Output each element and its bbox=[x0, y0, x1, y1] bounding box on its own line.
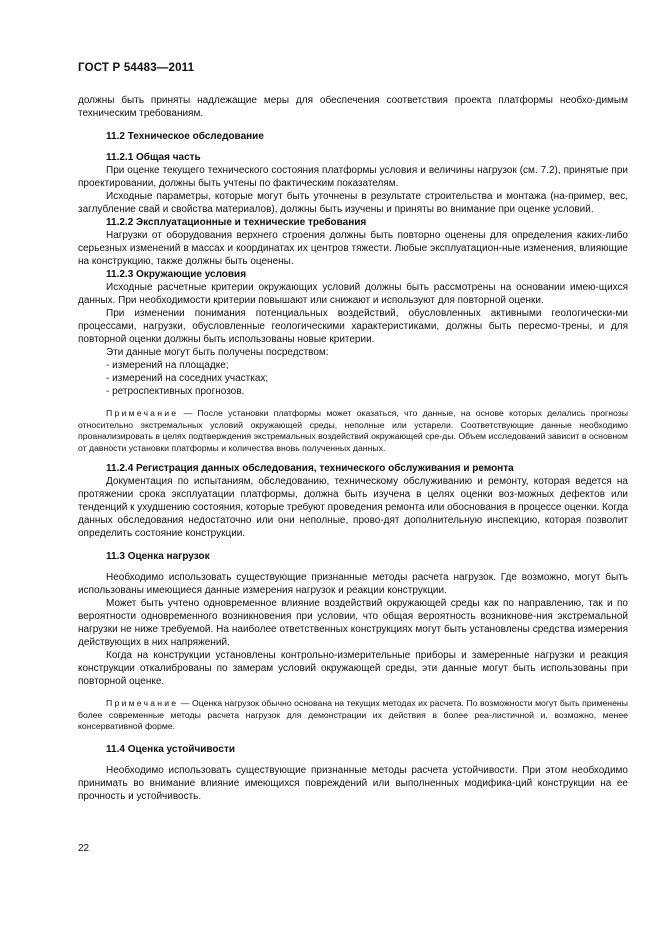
note-text: Оценка нагрузок обычно основана на текущих методах их расчета. По возможности могут быть применены более современные методы расчета нагрузок для демонстрации их действия в более реа-листичной и, возможно, менее консервативной форме. bbox=[78, 698, 628, 731]
section-heading-11-4: 11.4 Оценка устойчивости bbox=[106, 743, 236, 755]
paragraph: При изменении понимания потенциальных воздействий, обусловленных активными геологически-ми процессами, нагрузки, обусловленные геологическими характеристиками, должны быть пересмо-трены, и для повторной оценки должны быть использованы новые критерии. bbox=[78, 308, 628, 345]
paragraph: Нагрузки от оборудования верхнего строения должны быть повторно оценены для определения каких-либо серьезных изменений в массах и координатах их центров тяжести. Любые эксплуатацион-ные изменения, влияющие на конструкцию, также должны быть оценены. bbox=[78, 230, 628, 267]
subsection-heading-11-2-3: 11.2.3 Окружающие условия bbox=[106, 269, 247, 280]
section-heading-11-2: 11.2 Техническое обследование bbox=[106, 131, 264, 142]
list-item: - измерений на площадке; bbox=[106, 360, 229, 371]
paragraph: Может быть учтено одновременное влияние воздействий окружающей среды как по направлению, так и по вероятности одновременного возникновения при условии, что общая вероятность возникнове-ния экстремальной нагрузки не ниже требуемой. На наиболее ответственных конструкциях могут быть установлены средства измерения действующих в них напряжений. bbox=[78, 598, 628, 648]
paragraph: должны быть приняты надлежащие меры для обеспечения соответствия проекта платформы необхо-димым техническим требованиям. bbox=[78, 95, 628, 119]
paragraph: При оценке текущего технического состояния платформы условия и величины нагрузок (см. 7.2), принятые при проектировании, должны быть учтены по фактическим показателям. bbox=[78, 165, 628, 189]
page-number: 22 bbox=[78, 843, 90, 854]
note-label: Примечание bbox=[106, 698, 179, 708]
note-label: Примечание bbox=[106, 408, 179, 418]
note-dash: — bbox=[180, 698, 190, 708]
subsection-heading-11-2-2: 11.2.2 Эксплуатационные и технические требования bbox=[106, 217, 367, 228]
paragraph: Исходные параметры, которые могут быть уточнены в результате строительства и монтажа (на-пример, вес, заглубление свай и свойства материалов), должны быть изучены и приняты во внимание при оценке условий. bbox=[78, 191, 628, 215]
paragraph: Эти данные могут быть получены посредством: bbox=[106, 347, 329, 358]
subsection-heading-11-2-1: 11.2.1 Общая часть bbox=[106, 152, 201, 163]
paragraph: Необходимо использовать существующие признанные методы расчета нагрузок. Где возможно, могут быть использованы имеющиеся данные измерения нагрузок и реакции конструкции. bbox=[78, 572, 628, 596]
note-paragraph bbox=[78, 408, 628, 454]
subsection-heading-11-2-4: 11.2.4 Регистрация данных обследования, технического обслуживания и ремонта bbox=[106, 463, 514, 474]
paragraph: Исходные расчетные критерии окружающих условий должны быть рассмотрены на основании имею-щихся данных. При необходимости критерии повышают или снижают и используют для повторной оценки. bbox=[78, 282, 628, 306]
paragraph: Документация по испытаниям, обследованию, техническому обслуживанию и ремонту, которая ведется на протяжении срока эксплуатации платформы, должна быть изучена в целях оценки воз-можных дефектов или тенденций к ухудшению состояния, которые требуют проведения ремонта или обоснования в процессе оценки. Когда данных обследования недостаточно или они неполные, прово-дят дополнительную инспекцию, которая позволит определить состояние конструкции. bbox=[78, 476, 629, 539]
paragraph: Необходимо использовать существующие признанные методы расчета устойчивости. При этом необходимо принимать во внимание влияние имеющихся повреждений или выполненных модифика-ций конструкции на ее прочность и устойчивость. bbox=[78, 764, 628, 802]
list-item: - ретроспективных прогнозов. bbox=[106, 386, 245, 397]
note-dash: — bbox=[183, 408, 193, 418]
note-text: После установки платформы может оказаться, что данные, на основе которых делались прогнозы относительно экстремальных условий окружающей среды, неполные или устарели. Соответствующие данные необходимо проанализировать в целях подтверждения экстремальных воздействий окружающей сре-ды. Объем исследований зависит в основном от давности установки платформы и количества вновь полученных данных. bbox=[78, 408, 628, 453]
note-paragraph bbox=[78, 698, 628, 733]
list-item: - измерений на соседних участках; bbox=[106, 373, 269, 384]
document-header: ГОСТ Р 54483—2011 bbox=[78, 62, 195, 74]
document-body bbox=[78, 94, 628, 803]
paragraph: Когда на конструкции установлены контрольно-измерительные приборы и замеренные нагрузки и реакция конструкции откалиброваны по замерам условий окружающей среды, эти данные могут быть использованы при повторной оценке. bbox=[78, 650, 628, 687]
section-heading-11-3: 11.3 Оценка нагрузок bbox=[106, 551, 210, 562]
